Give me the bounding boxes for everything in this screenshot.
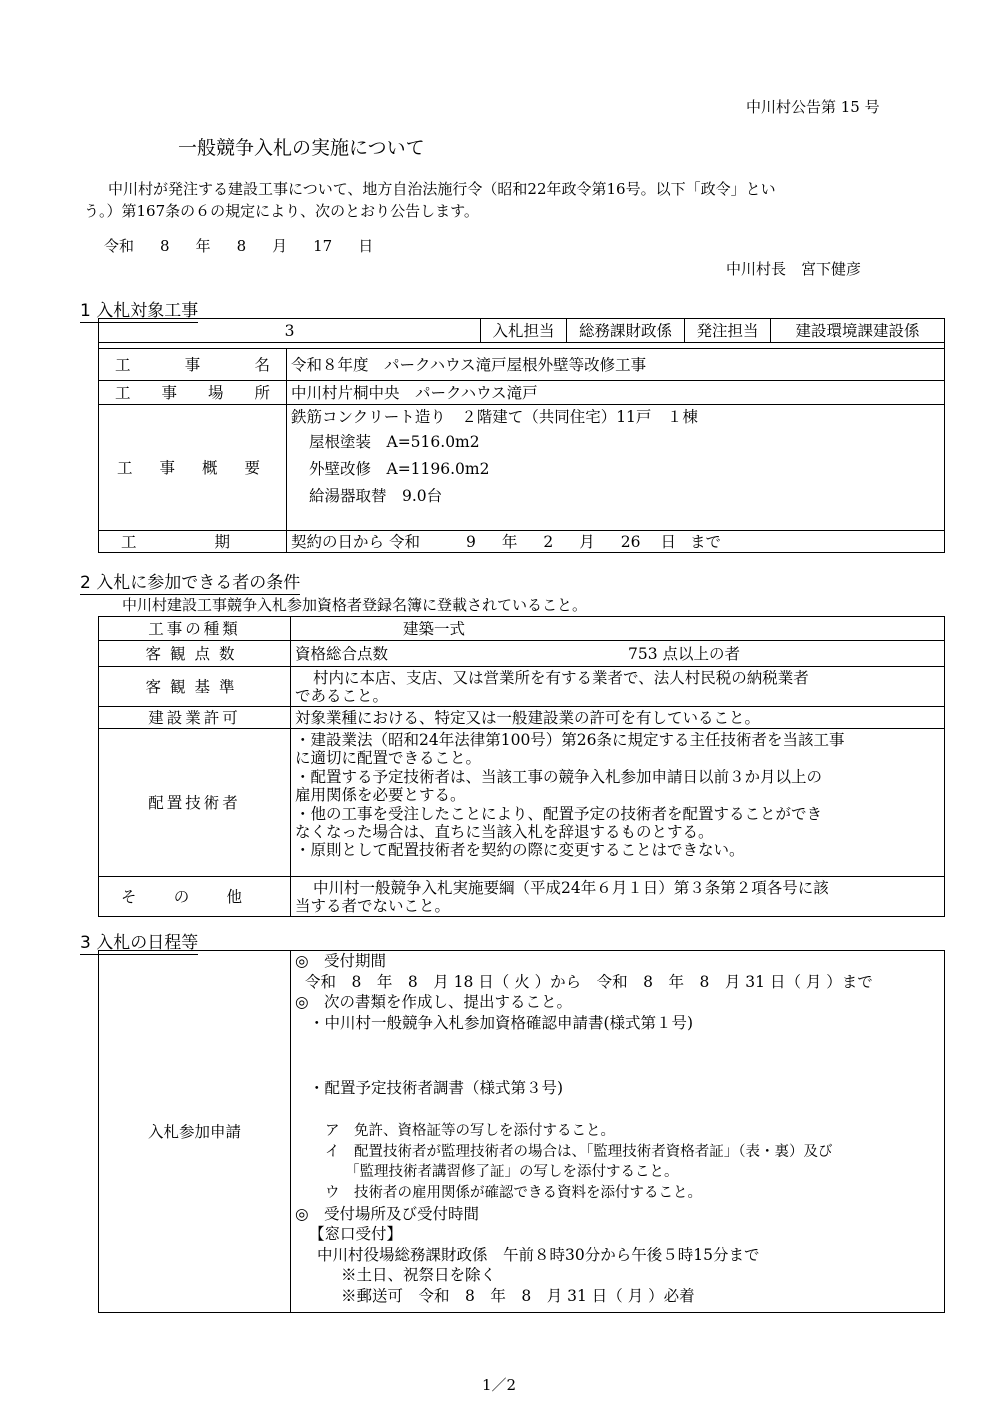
row-criteria <box>99 667 945 707</box>
row-other <box>99 877 945 917</box>
row-project-period <box>99 531 945 553</box>
label-project-overview: 工 事 概 要 <box>117 458 260 477</box>
intro-line-1: 中川村が発注する建設工事について、地方自治法施行令（昭和22年政令第16号。以下「政令」とい <box>108 180 776 198</box>
label-other: そ の 他 <box>121 887 242 906</box>
section-1-heading: 1 入札対象工事 <box>80 301 199 321</box>
section-1-table <box>98 318 945 553</box>
label-score: 客観点数 <box>99 641 291 667</box>
work-type: 建築一式 <box>291 617 945 641</box>
label-project-place: 工 事 場 所 <box>115 383 270 402</box>
label-project-period: 工 期 <box>121 532 230 551</box>
criteria: 村内に本店、支店、又は営業所を有する業者で、法人村民税の納税業者 であること。 <box>291 667 945 707</box>
label-criteria: 客観基準 <box>99 667 291 707</box>
order-label: 発注担当 <box>685 319 771 343</box>
page-title: 一般競争入札の実施について <box>178 137 425 159</box>
row-work-type <box>99 617 945 641</box>
intro-line-2: う。）第167条の６の規定により、次のとおり公告します。 <box>84 202 479 220</box>
row-project-place <box>99 381 945 405</box>
bid-label: 入札担当 <box>481 319 567 343</box>
label-license: 建設業許可 <box>99 707 291 729</box>
section-2-table <box>98 616 945 917</box>
section-3-heading: 3 入札の日程等 <box>80 933 199 953</box>
section-3-table <box>98 950 945 1313</box>
other: 中川村一般競争入札実施要綱（平成24年６月１日）第３条第２項各号に該 当する者でないこと。 <box>291 877 945 917</box>
license: 対象業種における、特定又は一般建設業の許可を有していること。 <box>291 707 945 729</box>
row-application <box>99 951 945 1313</box>
order-dept: 建設環境課建設係 <box>771 319 945 343</box>
row-project-name <box>99 349 945 381</box>
label-application: 入札参加申請 <box>99 951 291 1313</box>
row-license <box>99 707 945 729</box>
section-2-note: 中川村建設工事競争入札参加資格者登録名簿に登載されていること。 <box>122 596 588 614</box>
engineer: ・建設業法（昭和24年法律第100号）第26条に規定する主任技術者を当該工事 に適切に配置できること。 ・配置する予定技術者は、当該工事の競争入札参加申請日以前３か月以上の 雇用関係を必要とする。 ・他の工事を受注したことにより、配置予定の技術者を配置することができ なくなった場合は、直ちに当該入札を辞退するものとする。 ・原則として配置技術者を契約の際に変更することはできない。 <box>291 729 945 877</box>
application-details: ◎ 受付期間 令和 8 年 8 月 18 日（ 火 ）から 令和 8 年 8 月 31 日（ 月 ）まで ◎ 次の書類を作成し、提出すること。 ・中川村一般競争入札参加資格確認申請書(様式第１号) ・配置予定技術者調書（様式第３号) ア 免許、資格証等の写しを添付すること。 イ 配置技術者が監理技術者の場合は、「監理技術者資格者証」（表・裏）及び 「監理技術者講習修了証」の写しを添付すること。 ウ 技術者の雇用関係が確認できる資料を添付すること。 ◎ 受付場所及び受付時間 【窓口受付】 中川村役場総務課財政係 午前８時30分から午後５時15分まで ※土日、祝祭日を除く ※郵送可 令和 8 年 8 月 31 日（ 月 ）必着 <box>291 951 945 1313</box>
issuer: 中川村長 宮下健彦 <box>726 260 862 278</box>
bid-dept: 総務課財政係 <box>567 319 685 343</box>
label-work-type: 工事の種類 <box>99 617 291 641</box>
page-number: 1／2 <box>482 1376 517 1394</box>
issue-date: 令和 8 年 8 月 17 日 <box>104 237 374 255</box>
project-name: 令和８年度 パークハウス滝戸屋根外壁等改修工事 <box>287 349 945 381</box>
row-score <box>99 641 945 667</box>
project-number: 3 <box>99 319 481 343</box>
label-engineer: 配置技術者 <box>99 729 291 877</box>
section-2-heading: 2 入札に参加できる者の条件 <box>80 573 301 593</box>
project-period: 契約の日から 令和 9 年 2 月 26 日 まで <box>287 531 945 553</box>
project-place: 中川村片桐中央 パークハウス滝戸 <box>287 381 945 405</box>
score: 資格総合点数 753 点以上の者 <box>291 641 945 667</box>
header-row <box>99 319 945 343</box>
label-project-name: 工 事 名 <box>115 355 270 374</box>
project-overview: 鉄筋コンクリート造り ２階建て（共同住宅）11戸 １棟 屋根塗装 A=516.0m2 外壁改修 A=1196.0m2 給湯器取替 9.0台 <box>287 405 945 531</box>
row-engineer <box>99 729 945 877</box>
notice-number: 中川村公告第 15 号 <box>746 98 880 116</box>
row-project-overview <box>99 405 945 531</box>
